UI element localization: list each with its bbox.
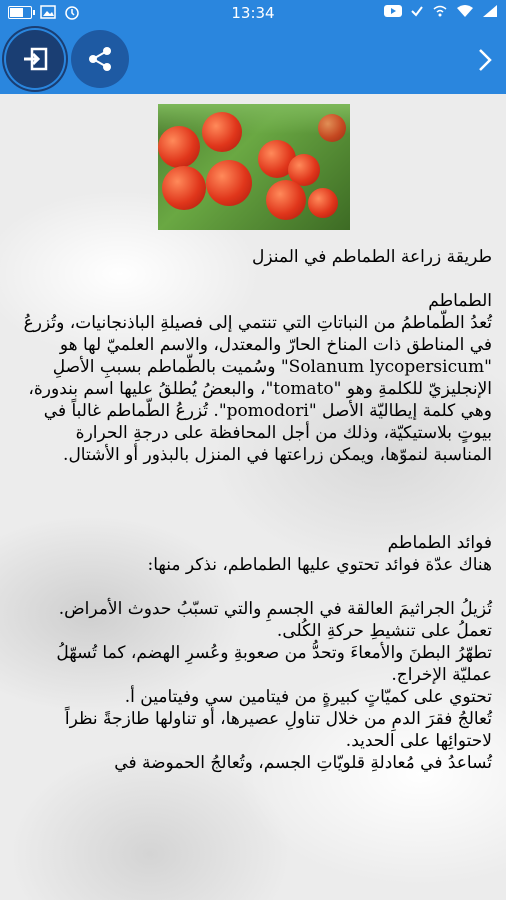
status-right-icons — [384, 4, 498, 18]
exit-button[interactable] — [6, 30, 64, 88]
benefit-item: تُزيلُ الجراثيمَ العالقة في الجسمِ والتي تسبّبُ حدوث الأمراض. — [58, 599, 492, 619]
chevron-right-icon — [477, 47, 493, 73]
benefit-item: تُساعدُ في مُعادلةِ قلويّاتِ الجسم، وتُعالجُ الحموضة في — [114, 753, 492, 773]
share-button[interactable] — [71, 30, 129, 88]
benefit-item: تطهّرُ البطنَ والأمعاءَ وتحدُّ من صعوبةِ وعُسرِ الهضم، كما تُسهّلُ عمليّة الإخراج. — [56, 643, 492, 685]
benefit-item: تُعالجُ فقرَ الدمِ من خلال تناولِ عصيرها، أو تناولها طازجةً نظراً لاحتوائِها على الحديد. — [64, 709, 492, 751]
benefit-item: تعملُ على تنشيطِ حركةِ الكُلى. — [276, 621, 492, 641]
tomato-photo — [158, 104, 350, 230]
status-time: 13:34 — [231, 4, 275, 22]
article-text — [14, 246, 492, 774]
wifi-icon — [456, 4, 474, 18]
exit-icon — [20, 44, 50, 74]
next-button[interactable] — [470, 42, 500, 78]
article-content — [0, 94, 506, 900]
section2-heading: فوائد الطماطم — [387, 533, 492, 553]
app-bar — [0, 25, 506, 94]
signal-icon — [482, 4, 498, 18]
wifi-call-icon — [432, 4, 448, 18]
share-icon — [85, 44, 115, 74]
section1-heading: الطماطم — [428, 291, 492, 311]
status-bar — [0, 0, 506, 25]
download-check-icon — [410, 4, 424, 18]
section2-intro: هناك عدّة فوائد تحتوي عليها الطماطم، نذكر منها: — [147, 555, 492, 575]
youtube-icon — [384, 4, 402, 18]
benefit-item: تحتوي على كميّاتٍ كبيرةٍ من فيتامين سي وفيتامين أ. — [124, 687, 492, 707]
section1-body: تُعدُ الطّماطمُ من النباتاتِ التي تنتمي إلى فصيلةِ الباذنجانيات، وتُزرعُ في المناطق ذات المناخ الحارّ والمعتدل، والاسم العلميّ لها هو "Solanum lycopersicum" وسُميت بالطّماطم بسببِ الأصلِ الإنجليزيّ للكلمةِ وهو "tomato"، والبعضُ يُطلقُ عليها اسم بندورة، وهي كلمة إيطاليّة الأصل "pomodori". تُزرعُ الطّماطم غالباً في بيوتٍ بلاستيكيّة، وذلك من أجل المحافظة على درجةِ الحرارة المناسبة لنموّها، ويمكن زراعتها في المنزل بالبذور أو الأشتال. — [23, 313, 492, 465]
article-title: طريقة زراعة الطماطم في المنزل — [252, 247, 492, 267]
